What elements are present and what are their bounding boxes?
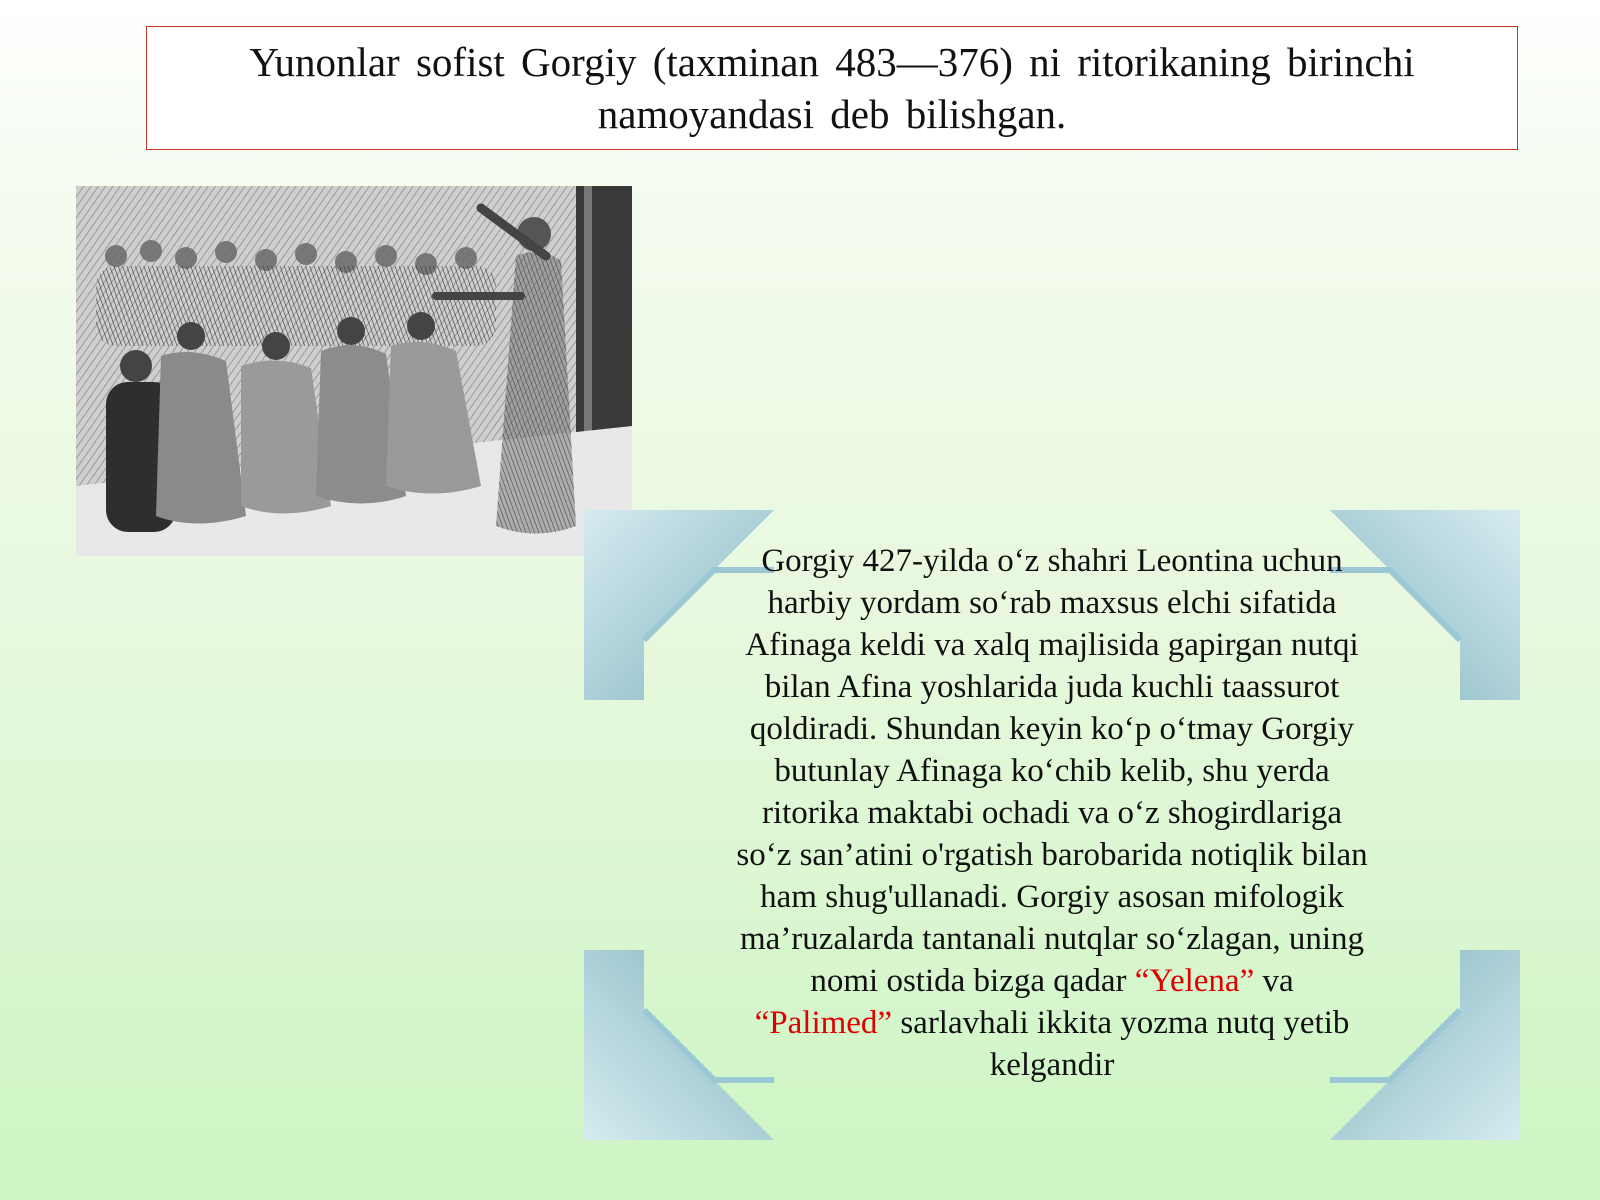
body-line: butunlay Afinaga ko‘chib kelib, shu yerda (774, 753, 1330, 789)
title-palimed: “Palimed” (754, 1005, 893, 1041)
body-text-segment: va (1254, 963, 1294, 999)
body-line: qoldiradi. Shundan keyin ko‘p o‘tmay Gorgiy (749, 711, 1355, 747)
body-paragraph (648, 540, 1456, 1086)
title-line-2: namoyandasi deb bilishgan. (597, 91, 1067, 137)
body-line: Afinaga keldi va xalq majlisida gapirgan nutqi (745, 627, 1359, 663)
slide-title (249, 36, 1414, 140)
body-line: harbiy yordam so‘rab maxsus elchi sifatida (767, 585, 1337, 621)
body-line: kelgandir (989, 1047, 1115, 1083)
body-line: bilan Afina yoshlarida juda kuchli taassurot (764, 669, 1340, 705)
body-line (648, 960, 1456, 1002)
body-text-segment: sarlavhali ikkita yozma nutq yetib (892, 1005, 1350, 1041)
title-line-1: Yunonlar sofist Gorgiy (taxminan 483—376) ni ritorikaning birinchi (249, 39, 1415, 85)
text-frame (584, 510, 1520, 1140)
body-line: ma’ruzalarda tantanali nutqlar so‘zlagan, uning (740, 921, 1364, 957)
body-line: ham shug'ullanadi. Gorgiy asosan mifologik (760, 879, 1344, 915)
body-line: so‘z san’atini o'rgatish barobarida notiqlik bilan (736, 837, 1368, 873)
title-yelena: “Yelena” (1134, 963, 1255, 999)
body-line: Gorgiy 427-yilda o‘z shahri Leontina uchun (761, 543, 1343, 579)
title-box (146, 26, 1518, 150)
engraving-icon (76, 186, 632, 556)
body-line (648, 1002, 1456, 1044)
body-text-segment: nomi ostida bizga qadar (810, 963, 1135, 999)
body-line: ritorika maktabi ochadi va o‘z shogirdlariga (761, 795, 1343, 831)
orator-illustration (76, 186, 632, 556)
